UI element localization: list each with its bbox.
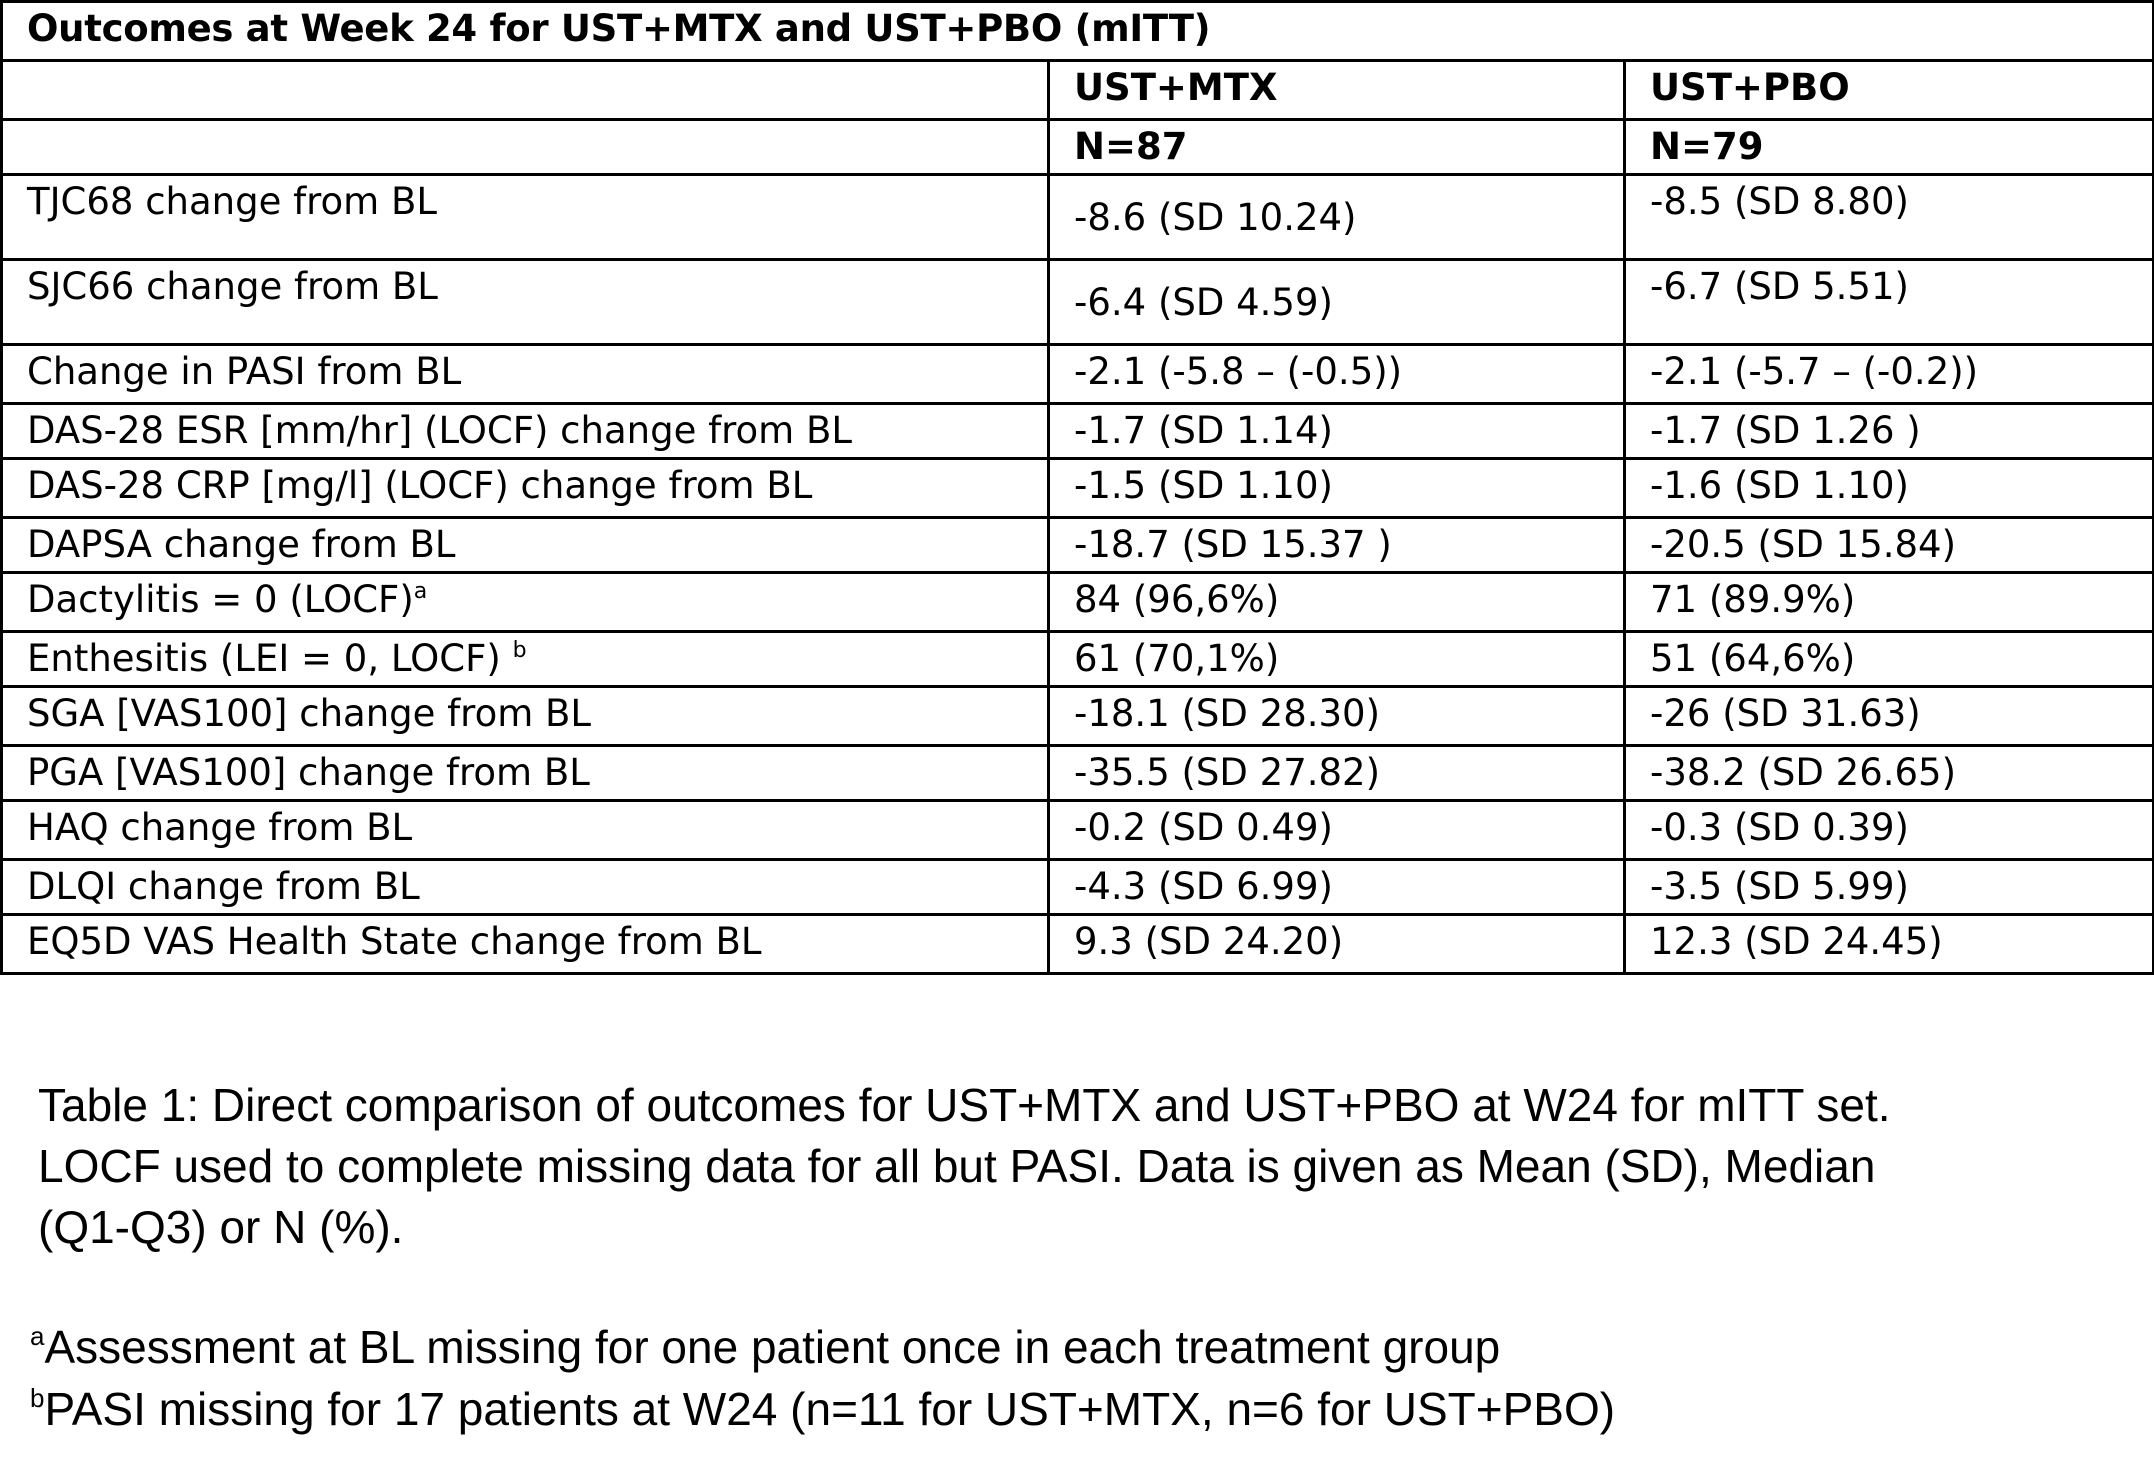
column-header-ust-mtx: UST+MTX: [1049, 61, 1625, 120]
table-title-row: [2, 2, 2154, 61]
footnote-marker: a: [30, 1321, 45, 1351]
cell-ust-mtx: -8.6 (SD 10.24): [1049, 175, 1625, 260]
footnote-text: Assessment at BL missing for one patient once in each treatment group: [44, 1321, 1501, 1373]
cell-ust-mtx: -0.2 (SD 0.49): [1049, 801, 1625, 860]
cell-ust-pbo: -8.5 (SD 8.80): [1625, 175, 2154, 260]
table-row: [2, 632, 2154, 687]
footnote-marker: b: [30, 1383, 45, 1413]
header-empty-cell: [2, 61, 1049, 120]
column-n-ust-mtx: N=87: [1049, 120, 1625, 175]
cell-ust-mtx: -1.5 (SD 1.10): [1049, 459, 1625, 518]
cell-ust-pbo: 71 (89.9%): [1625, 573, 2154, 632]
cell-ust-mtx: -4.3 (SD 6.99): [1049, 860, 1625, 915]
cell-ust-pbo: 51 (64,6%): [1625, 632, 2154, 687]
cell-ust-mtx: -6.4 (SD 4.59): [1049, 260, 1625, 345]
row-label: EQ5D VAS Health State change from BL: [2, 915, 1049, 974]
caption-line: LOCF used to complete missing data for all but PASI. Data is given as Mean (SD), Median: [38, 1140, 1876, 1192]
row-label: DAS-28 ESR [mm/hr] (LOCF) change from BL: [2, 404, 1049, 459]
footnote-a: [30, 1316, 1615, 1378]
table-caption: [38, 1075, 2118, 1258]
row-label: SGA [VAS100] change from BL: [2, 687, 1049, 746]
cell-ust-pbo: -26 (SD 31.63): [1625, 687, 2154, 746]
cell-ust-mtx: -35.5 (SD 27.82): [1049, 746, 1625, 801]
cell-ust-mtx: -18.7 (SD 15.37 ): [1049, 518, 1625, 573]
table-row: [2, 345, 2154, 404]
cell-ust-pbo: -6.7 (SD 5.51): [1625, 260, 2154, 345]
table-row: [2, 746, 2154, 801]
row-label: [2, 632, 1049, 687]
cell-ust-mtx: -2.1 (-5.8 – (-0.5)): [1049, 345, 1625, 404]
cell-ust-mtx: -18.1 (SD 28.30): [1049, 687, 1625, 746]
table-row: [2, 801, 2154, 860]
table-row: [2, 687, 2154, 746]
row-label: PGA [VAS100] change from BL: [2, 746, 1049, 801]
row-label: SJC66 change from BL: [2, 260, 1049, 345]
table-row: [2, 404, 2154, 459]
table-row: [2, 860, 2154, 915]
table-row: [2, 260, 2154, 345]
cell-ust-mtx: 61 (70,1%): [1049, 632, 1625, 687]
caption-line: Table 1: Direct comparison of outcomes for UST+MTX and UST+PBO at W24 for mITT set.: [38, 1079, 1891, 1131]
table-row: [2, 459, 2154, 518]
footnote-text: PASI missing for 17 patients at W24 (n=11 for UST+MTX, n=6 for UST+PBO): [44, 1383, 1616, 1435]
cell-ust-pbo: -2.1 (-5.7 – (-0.2)): [1625, 345, 2154, 404]
table-title: Outcomes at Week 24 for UST+MTX and UST+PBO (mITT): [2, 2, 2154, 61]
column-n-ust-pbo: N=79: [1625, 120, 2154, 175]
cell-ust-pbo: 12.3 (SD 24.45): [1625, 915, 2154, 974]
row-label-text: Enthesitis (LEI = 0, LOCF): [27, 637, 513, 680]
footnotes: [30, 1316, 1615, 1440]
row-label-text: Dactylitis = 0 (LOCF): [27, 578, 414, 621]
cell-ust-mtx: 84 (96,6%): [1049, 573, 1625, 632]
cell-ust-mtx: 9.3 (SD 24.20): [1049, 915, 1625, 974]
table-row: [2, 175, 2154, 260]
cell-ust-pbo: -38.2 (SD 26.65): [1625, 746, 2154, 801]
cell-ust-mtx: -1.7 (SD 1.14): [1049, 404, 1625, 459]
row-label: DLQI change from BL: [2, 860, 1049, 915]
column-group-header-row: [2, 61, 2154, 120]
column-n-header-row: [2, 120, 2154, 175]
table-row: [2, 915, 2154, 974]
footnote-marker-a: a: [413, 579, 428, 604]
row-label: DAS-28 CRP [mg/l] (LOCF) change from BL: [2, 459, 1049, 518]
table-row: [2, 518, 2154, 573]
cell-ust-pbo: -1.7 (SD 1.26 ): [1625, 404, 2154, 459]
cell-ust-pbo: -20.5 (SD 15.84): [1625, 518, 2154, 573]
row-label: TJC68 change from BL: [2, 175, 1049, 260]
footnote-marker-b: b: [512, 638, 527, 663]
cell-ust-pbo: -1.6 (SD 1.10): [1625, 459, 2154, 518]
header-empty-cell: [2, 120, 1049, 175]
caption-line: (Q1-Q3) or N (%).: [38, 1201, 404, 1253]
table-row: [2, 573, 2154, 632]
row-label: Change in PASI from BL: [2, 345, 1049, 404]
column-header-ust-pbo: UST+PBO: [1625, 61, 2154, 120]
row-label: HAQ change from BL: [2, 801, 1049, 860]
cell-ust-pbo: -0.3 (SD 0.39): [1625, 801, 2154, 860]
row-label: [2, 573, 1049, 632]
footnote-b: [30, 1378, 1615, 1440]
cell-ust-pbo: -3.5 (SD 5.99): [1625, 860, 2154, 915]
row-label: DAPSA change from BL: [2, 518, 1049, 573]
